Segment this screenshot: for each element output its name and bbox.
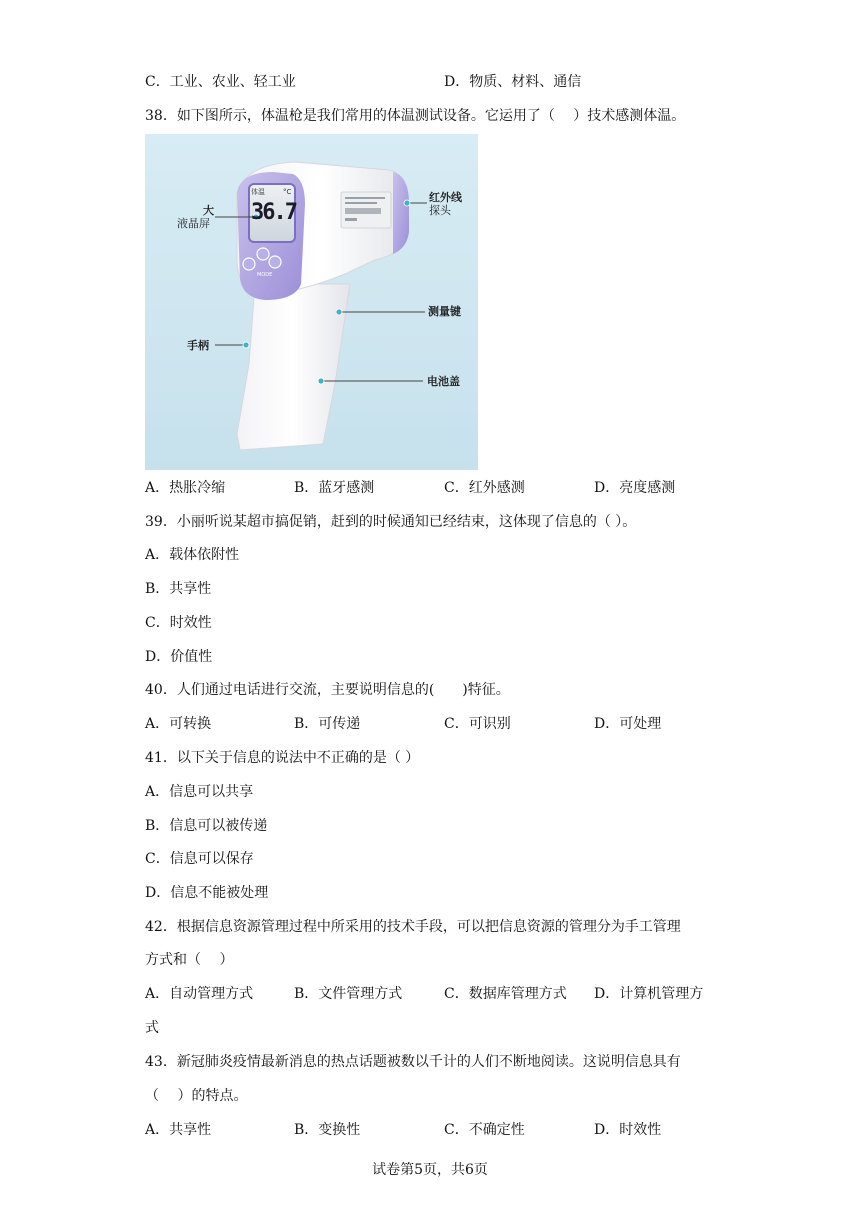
q41-stem: 41．以下关于信息的说法中不正确的是（ ） — [145, 750, 420, 766]
q41-option-a: A．信息可以共享 — [145, 784, 254, 800]
thermometer-illustration — [145, 134, 478, 470]
q41-option-b: B．信息可以被传递 — [145, 818, 268, 834]
q39-option-b: B．共享性 — [145, 581, 212, 597]
label-screen-line1: 大 — [203, 204, 214, 217]
q40-option-a: A．可转换 — [145, 716, 212, 732]
q39-option-c: C．时效性 — [145, 615, 212, 631]
page-footer: 试卷第5页，共6页 — [372, 1162, 488, 1178]
q41-option-d: D．信息不能被处理 — [145, 885, 269, 901]
q39-stem: 39．小丽听说某超市搞促销，赶到的时候通知已经结束，这体现了信息的（ ）。 — [145, 514, 637, 530]
q38-option-c: C．红外感测 — [444, 480, 525, 496]
q38-option-d: D．亮度感测 — [594, 480, 676, 496]
mode-button-label: MODE — [257, 272, 273, 278]
label-measure-key: 测量键 — [428, 305, 461, 318]
q42-option-a: A．自动管理方式 — [145, 986, 254, 1002]
q37-option-d: D．物质、材料、通信 — [444, 74, 582, 90]
thermometer-figure — [145, 134, 478, 470]
q39-option-a: A．载体依附性 — [145, 547, 240, 563]
q42-option-d: D．计算机管理方 — [594, 986, 704, 1002]
q41-option-c: C．信息可以保存 — [145, 851, 254, 867]
q42-stem-line2: 方式和（ ） — [145, 952, 234, 968]
q43-option-b: B．变换性 — [294, 1122, 361, 1138]
q38-option-a: A．热胀冷缩 — [145, 480, 226, 496]
label-handle: 手柄 — [187, 339, 209, 352]
label-probe-line1: 红外线 — [429, 191, 462, 204]
lcd-label: 体温 — [251, 188, 265, 196]
q40-option-b: B．可传递 — [294, 716, 361, 732]
label-battery: 电池盖 — [427, 375, 460, 388]
q42-stem-line1: 42．根据信息资源管理过程中所采用的技术手段，可以把信息资源的管理分为手工管理 — [145, 919, 681, 935]
q38-option-b: B．蓝牙感测 — [294, 480, 375, 496]
q43-stem-line2: （ ）的特点。 — [145, 1088, 248, 1104]
lcd-reading: 36.7 — [251, 200, 296, 225]
lcd-unit: °C — [283, 188, 292, 196]
q42-option-b: B．文件管理方式 — [294, 986, 403, 1002]
q37-option-c: C．工业、农业、轻工业 — [145, 74, 296, 90]
q39-option-d: D．价值性 — [145, 649, 213, 665]
q42-option-c: C．数据库管理方式 — [444, 986, 567, 1002]
q43-option-a: A．共享性 — [145, 1122, 212, 1138]
q40-stem: 40．人们通过电话进行交流，主要说明信息的( )特征。 — [145, 682, 510, 698]
q42-option-d-wrap: 式 — [145, 1020, 159, 1036]
q43-option-c: C．不确定性 — [444, 1122, 525, 1138]
q40-option-c: C．可识别 — [444, 716, 511, 732]
label-probe-line2: 探头 — [429, 204, 451, 217]
q43-stem-line1: 43．新冠肺炎疫情最新消息的热点话题被数以千计的人们不断地阅读。这说明信息具有 — [145, 1054, 681, 1070]
q38-stem: 38．如下图所示，体温枪是我们常用的体温测试设备。它运用了（ ）技术感测体温。 — [145, 108, 686, 124]
q43-option-d: D．时效性 — [594, 1122, 662, 1138]
label-screen-line2: 液晶屏 — [177, 217, 210, 230]
q40-option-d: D．可处理 — [594, 716, 662, 732]
